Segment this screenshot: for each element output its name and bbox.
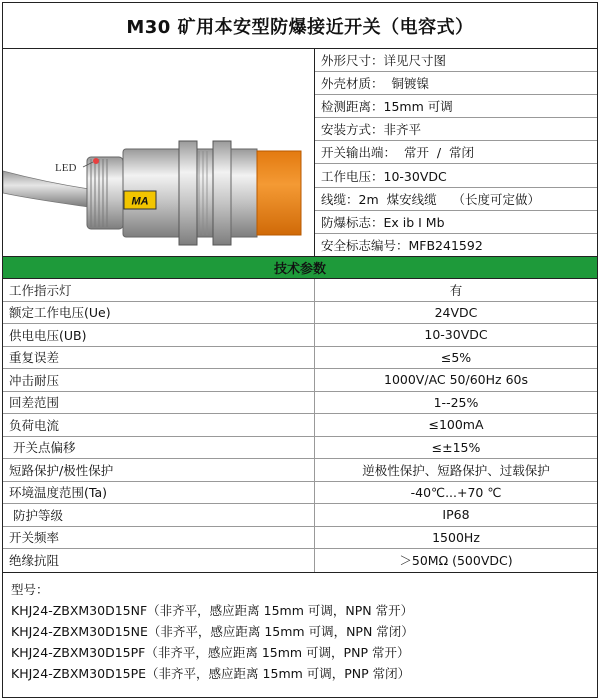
param-value: 逆极性保护、短路保护、过载保护 [362, 462, 550, 478]
params-table [3, 279, 597, 572]
table-row [3, 482, 597, 505]
table-row [3, 504, 597, 527]
spec-explosion-mark: 防爆标志：Ex ib I Mb [315, 211, 597, 234]
spec-list [315, 49, 597, 256]
param-name: 开关频率 [3, 527, 315, 549]
param-value: ＞50MΩ (500VDC) [399, 553, 513, 569]
ma-badge: MA [131, 195, 149, 208]
table-row [3, 324, 597, 347]
param-name: 供电电压(UB) [3, 324, 315, 346]
page-title: M30 矿用本安型防爆接近开关（电容式） [3, 3, 597, 49]
param-value: ≤5% [440, 349, 472, 365]
param-name: 工作指示灯 [3, 279, 315, 301]
param-value: -40℃...+70 ℃ [410, 484, 502, 500]
param-name: 防护等级 [3, 504, 315, 526]
table-row [3, 392, 597, 415]
spec-voltage: 工作电压：10-30VDC [315, 164, 597, 187]
table-row [3, 437, 597, 460]
table-row [3, 279, 597, 302]
param-value: 1--25% [433, 394, 479, 410]
list-item: KHJ24-ZBXM30D15NE（非齐平，感应距离 15mm 可调，NPN 常闭） [11, 623, 414, 639]
param-name: 额定工作电压(Ue) [3, 302, 315, 324]
spec-output: 开关输出端： 常开 / 常闭 [315, 141, 597, 164]
param-value: 1500Hz [432, 529, 480, 545]
spec-cable: 线缆：2m 煤安线缆 （长度可定做） [315, 188, 597, 211]
spec-safety-number: 安全标志编号：MFB241592 [321, 238, 483, 254]
sensing-face [257, 151, 301, 235]
spec-mounting: 安装方式：非齐平 [315, 118, 597, 141]
param-value: ≤100mA [428, 417, 484, 433]
param-value: 有 [449, 282, 463, 298]
param-value: IP68 [442, 507, 470, 523]
product-image [3, 49, 315, 256]
param-name: 短路保护/极性保护 [3, 459, 315, 481]
led-dot [93, 158, 99, 164]
param-name: 环境温度范围(Ta) [3, 482, 315, 504]
param-name: 冲击耐压 [3, 369, 315, 391]
table-row [3, 414, 597, 437]
led-label: LED [55, 162, 77, 174]
table-row [3, 549, 597, 572]
spec-housing-material: 外壳材质： 铜镀镍 [315, 72, 597, 95]
table-row [3, 527, 597, 550]
param-value: 24VDC [434, 304, 478, 320]
param-value: 10-30VDC [424, 327, 488, 343]
table-row [3, 459, 597, 482]
section-header-tech-params: 技术参数 [3, 257, 597, 279]
list-item: KHJ24-ZBXM30D15PF（非齐平，感应距离 15mm 可调，PNP 常开） [11, 644, 410, 660]
param-name: 开关点偏移 [3, 437, 315, 459]
proximity-sensor-illustration [3, 49, 315, 257]
list-item: KHJ24-ZBXM30D15PE（非齐平，感应距离 15mm 可调，PNP 常闭） [11, 665, 411, 681]
param-value: ≤±15% [431, 439, 481, 455]
table-row [3, 347, 597, 370]
spec-sensing-distance: 检测距离：15mm 可调 [315, 95, 597, 118]
model-list [3, 572, 597, 684]
models-title: 型号： [11, 581, 49, 597]
datasheet [2, 2, 598, 698]
param-value: 1000V/AC 50/60Hz 60s [384, 372, 528, 388]
param-name: 负荷电流 [3, 414, 315, 436]
spec-dimensions: 外形尺寸：详见尺寸图 [315, 49, 597, 72]
table-row [3, 302, 597, 325]
overview-section [3, 49, 597, 257]
param-name: 绝缘抗阻 [3, 549, 315, 572]
table-row [3, 369, 597, 392]
param-name: 重复误差 [3, 347, 315, 369]
list-item: KHJ24-ZBXM30D15NF（非齐平，感应距离 15mm 可调，NPN 常开） [11, 602, 414, 618]
param-name: 回差范围 [3, 392, 315, 414]
